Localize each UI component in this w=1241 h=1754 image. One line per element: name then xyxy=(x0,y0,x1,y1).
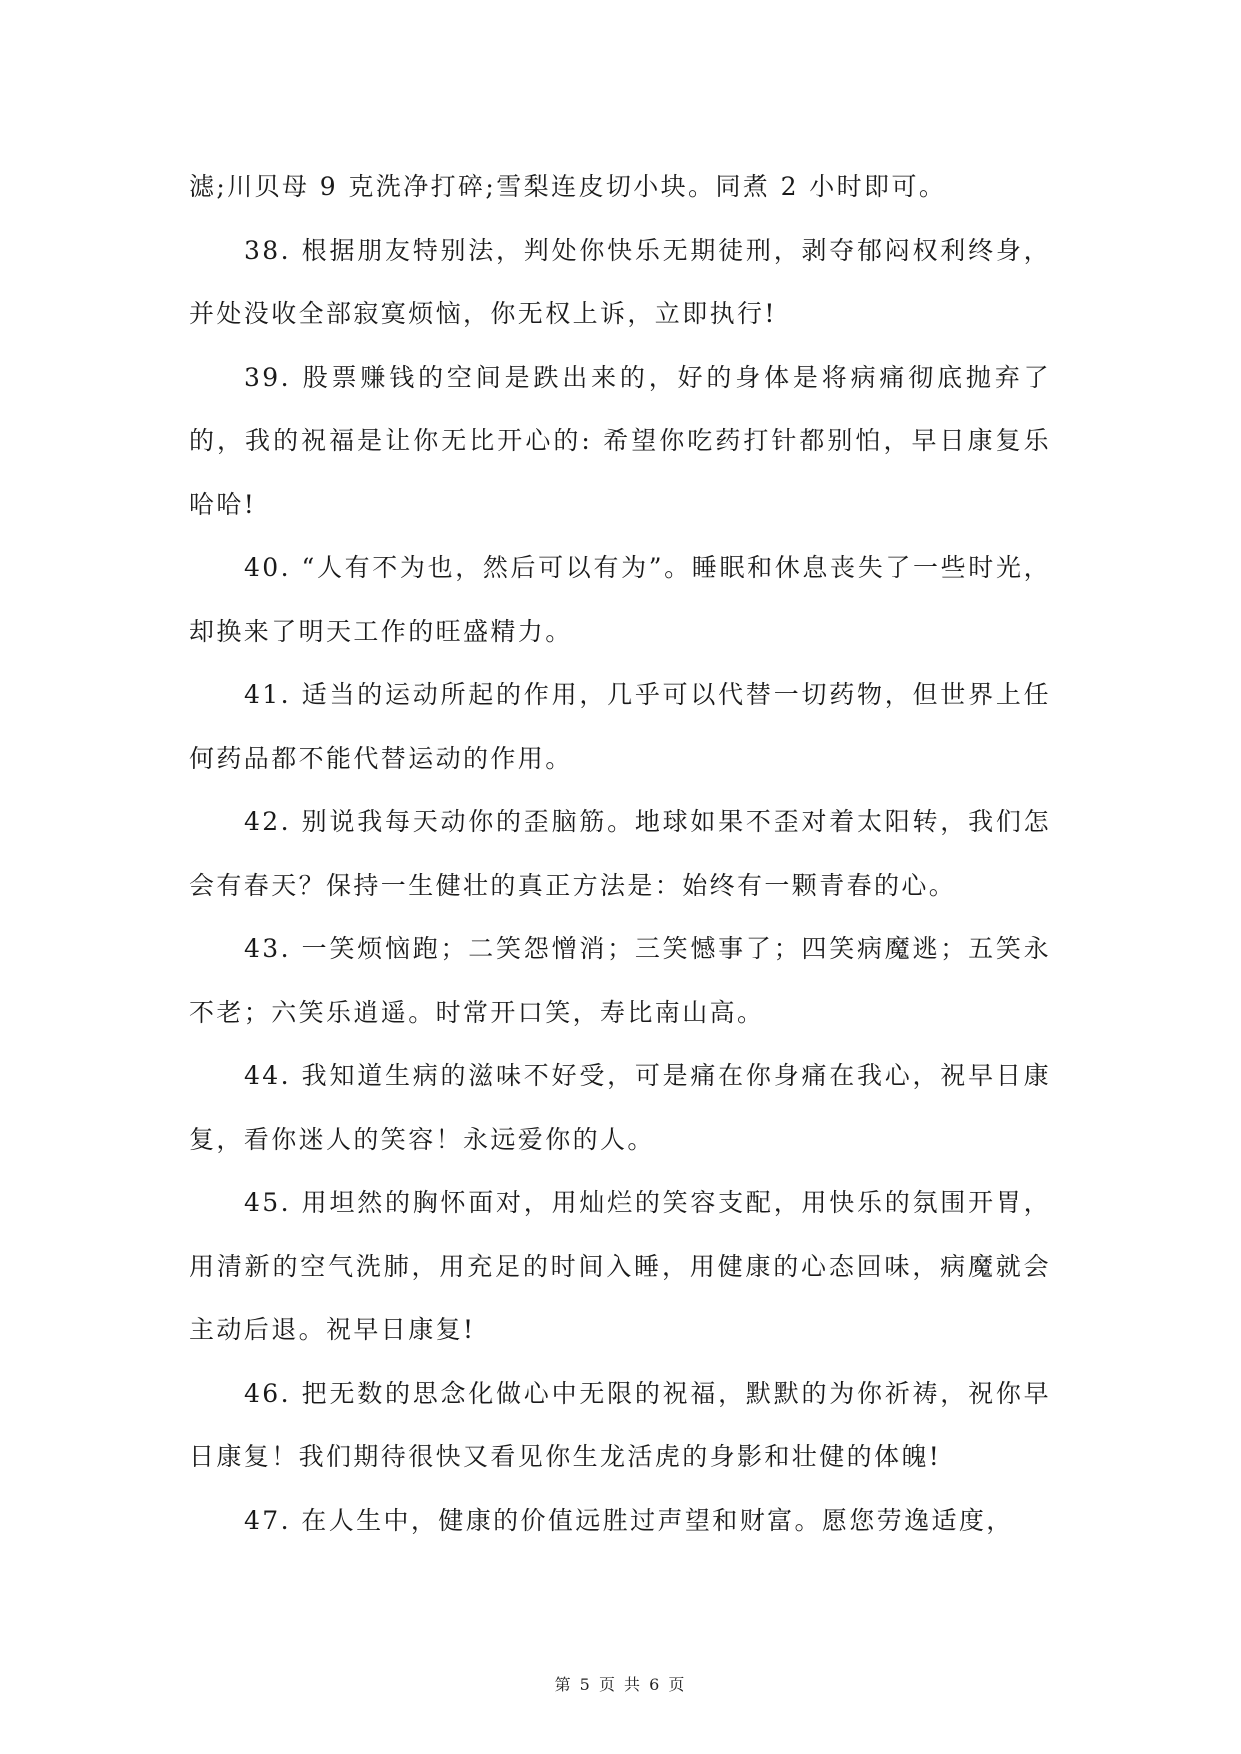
paragraph-38: 38. 根据朋友特别法，判处你快乐无期徒刑，剥夺郁闷权利终身，并处没收全部寂寞烦恼，你无权上诉，立即执行! xyxy=(189,235,1051,328)
paragraph-43: 43. 一笑烦恼跑；二笑怨憎消；三笑憾事了；四笑病魔逃；五笑永不老；六笑乐逍遥。时常开口笑，寿比南山高。 xyxy=(189,934,1051,1027)
paragraph-44: 44. 我知道生病的滋味不好受，可是痛在你身痛在我心，祝早日康复，看你迷人的笑容！永远爱你的人。 xyxy=(189,1061,1051,1154)
document-body xyxy=(189,155,1051,1552)
paragraph-46: 46. 把无数的思念化做心中无限的祝福，默默的为你祈祷，祝你早日康复！我们期待很快又看见你生龙活虎的身影和壮健的体魄! xyxy=(189,1378,1051,1471)
page-number-footer: 第 5 页 共 6 页 xyxy=(554,1675,687,1694)
paragraph-continuation: 滤;川贝母 9 克洗净打碎;雪梨连皮切小块。同煮 2 小时即可。 xyxy=(189,172,947,201)
paragraph-47: 47. 在人生中，健康的价值远胜过声望和财富。愿您劳逸适度， xyxy=(244,1505,1014,1535)
paragraph-40: 40. “人有不为也，然后可以有为”。睡眠和休息丧失了一些时光，却换来了明天工作的旺盛精力。 xyxy=(189,553,1051,646)
paragraph-41: 41. 适当的运动所起的作用，几乎可以代替一切药物，但世界上任何药品都不能代替运动的作用。 xyxy=(189,680,1051,773)
paragraph-39: 39. 股票赚钱的空间是跌出来的，好的身体是将病痛彻底抛弃了的，我的祝福是让你无比开心的: 希望你吃药打针都别怕，早日康复乐哈哈! xyxy=(189,362,1051,519)
paragraph-42: 42. 别说我每天动你的歪脑筋。地球如果不歪对着太阳转，我们怎会有春天？保持一生健壮的真正方法是：始终有一颗青春的心。 xyxy=(189,807,1051,900)
paragraph-45: 45. 用坦然的胸怀面对，用灿烂的笑容支配，用快乐的氛围开胃，用清新的空气洗肺，用充足的时间入睡，用健康的心态回味，病魔就会主动后退。祝早日康复! xyxy=(189,1188,1051,1344)
